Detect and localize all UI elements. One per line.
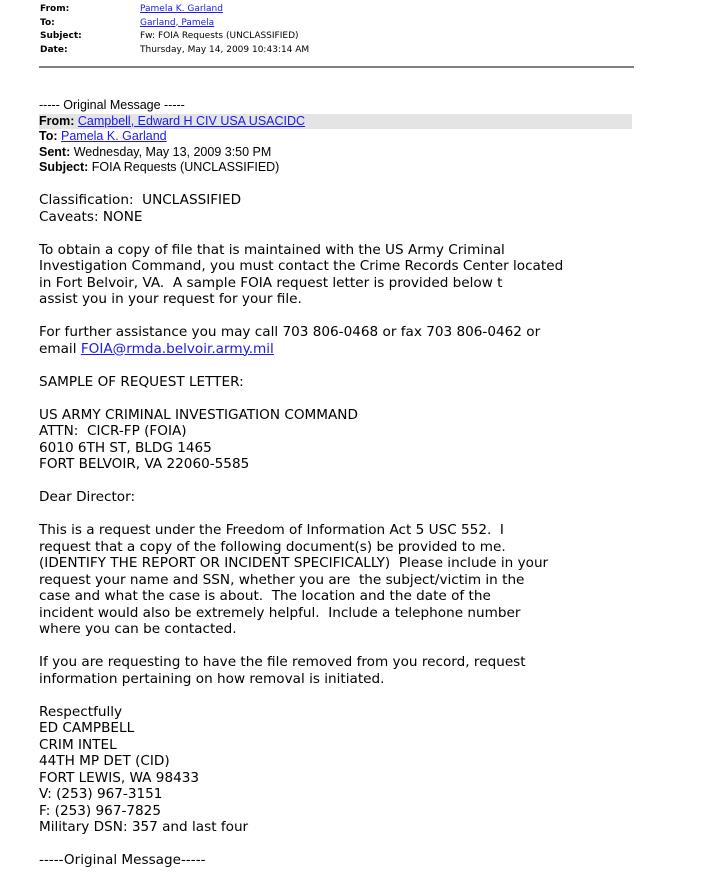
text-line: To obtain a copy of file that is maintained with the US Army Criminal — [39, 241, 505, 258]
original-subject-row — [39, 160, 632, 176]
original-to-row — [39, 129, 632, 145]
header-subject-value: Fw: FOIA Requests (UNCLASSIFIED) — [140, 31, 299, 41]
signature-line: 44TH MP DET (CID) — [39, 753, 170, 769]
original-from-link[interactable]: Campbell, Edward H CIV USA USACIDC — [77, 113, 306, 128]
text-line: For further assistance you may call 703 806-0468 or fax 703 806-0462 or — [39, 324, 541, 340]
text-line: information pertaining on how removal is initiated. — [39, 670, 385, 687]
original-subject-value: FOIA Requests (UNCLASSIFIED) — [91, 160, 280, 174]
sample-heading: SAMPLE OF REQUEST LETTER: — [39, 373, 244, 390]
caveats-line: Caveats: NONE — [39, 208, 143, 225]
text-line: assist you in your request for your file. — [39, 291, 302, 307]
header-from-row — [40, 3, 634, 17]
text-line: request that a copy of the following document(s) be provided to me. — [39, 538, 506, 555]
original-to-label: To: — [39, 129, 58, 143]
paragraph-obtain-copy — [39, 242, 679, 308]
address-block — [39, 407, 679, 473]
classification-line: Classification: UNCLASSIFIED — [39, 192, 242, 208]
signature-block — [39, 704, 679, 836]
header-to-label: To: — [40, 17, 55, 28]
header-to-row — [40, 17, 634, 31]
header-subject-row — [40, 30, 634, 44]
signature-line: ED CAMPBELL — [39, 720, 135, 736]
header-from-link[interactable]: Pamela K. Garland — [140, 4, 223, 14]
header-to-link[interactable]: Garland, Pamela — [140, 17, 215, 28]
signature-line: CRIM INTEL — [39, 736, 117, 753]
original-sent-label: Sent: — [39, 144, 71, 159]
header-date-value: Thursday, May 14, 2009 10:43:14 AM — [140, 44, 310, 55]
original-to-link[interactable]: Pamela K. Garland — [61, 129, 167, 143]
text-line: where you can be contacted. — [39, 621, 237, 637]
address-line: US ARMY CRIMINAL INVESTIGATION COMMAND — [39, 406, 358, 423]
signature-line: F: (253) 967-7825 — [39, 802, 161, 819]
signature-line: Military DSN: 357 and last four — [39, 819, 249, 835]
original-subject-label: Subject: — [39, 160, 89, 174]
text-line: Investigation Command, you must contact the Crime Records Center located — [39, 258, 564, 274]
email-header — [40, 3, 634, 57]
paragraph-removal — [39, 654, 679, 687]
text-line: If you are requesting to have the file removed from you record, request — [39, 654, 526, 670]
header-subject-label: Subject: — [40, 31, 82, 41]
address-line: FORT BELVOIR, VA 22060-5585 — [39, 456, 250, 472]
header-from-label: From: — [40, 4, 70, 14]
text-line: in Fort Belvoir, VA. A sample FOIA request letter is provided below t — [39, 274, 503, 291]
header-date-label: Date: — [40, 44, 68, 55]
original-from-label: From: — [39, 113, 75, 128]
email-prefix: email — [39, 340, 81, 357]
paragraph-assistance — [39, 324, 679, 357]
message-body — [39, 192, 679, 869]
header-date-row — [40, 44, 634, 58]
email-line — [39, 341, 679, 358]
foia-email-link[interactable]: FOIA@rmda.belvoir.army.mil — [80, 340, 274, 357]
address-line: ATTN: CICR-FP (FOIA) — [39, 423, 187, 439]
salutation: Dear Director: — [39, 489, 136, 505]
text-line: (IDENTIFY THE REPORT OR INCIDENT SPECIFICALLY) Please include in your — [39, 555, 549, 571]
text-line: case and what the case is about. The location and the date of the — [39, 588, 491, 604]
footer-separator: -----Original Message----- — [39, 852, 206, 868]
text-line: incident would also be extremely helpful. Include a telephone number — [39, 604, 521, 621]
header-divider — [39, 66, 634, 68]
signature-line: FORT LEWIS, WA 98433 — [39, 769, 200, 786]
original-sent-value: Wednesday, May 13, 2009 3:50 PM — [73, 144, 272, 159]
original-message-header — [39, 98, 632, 176]
signature-line: Respectfully — [39, 703, 123, 720]
paragraph-request — [39, 522, 679, 638]
signature-line: V: (253) 967-3151 — [39, 786, 163, 802]
text-line: This is a request under the Freedom of Information Act 5 USC 552. I — [39, 522, 504, 538]
original-separator: ----- Original Message ----- — [39, 98, 185, 112]
text-line: request your name and SSN, whether you are the subject/victim in the — [39, 571, 525, 588]
original-sent-row — [39, 145, 632, 161]
original-from-row — [39, 114, 632, 130]
address-line: 6010 6TH ST, BLDG 1465 — [39, 439, 212, 456]
